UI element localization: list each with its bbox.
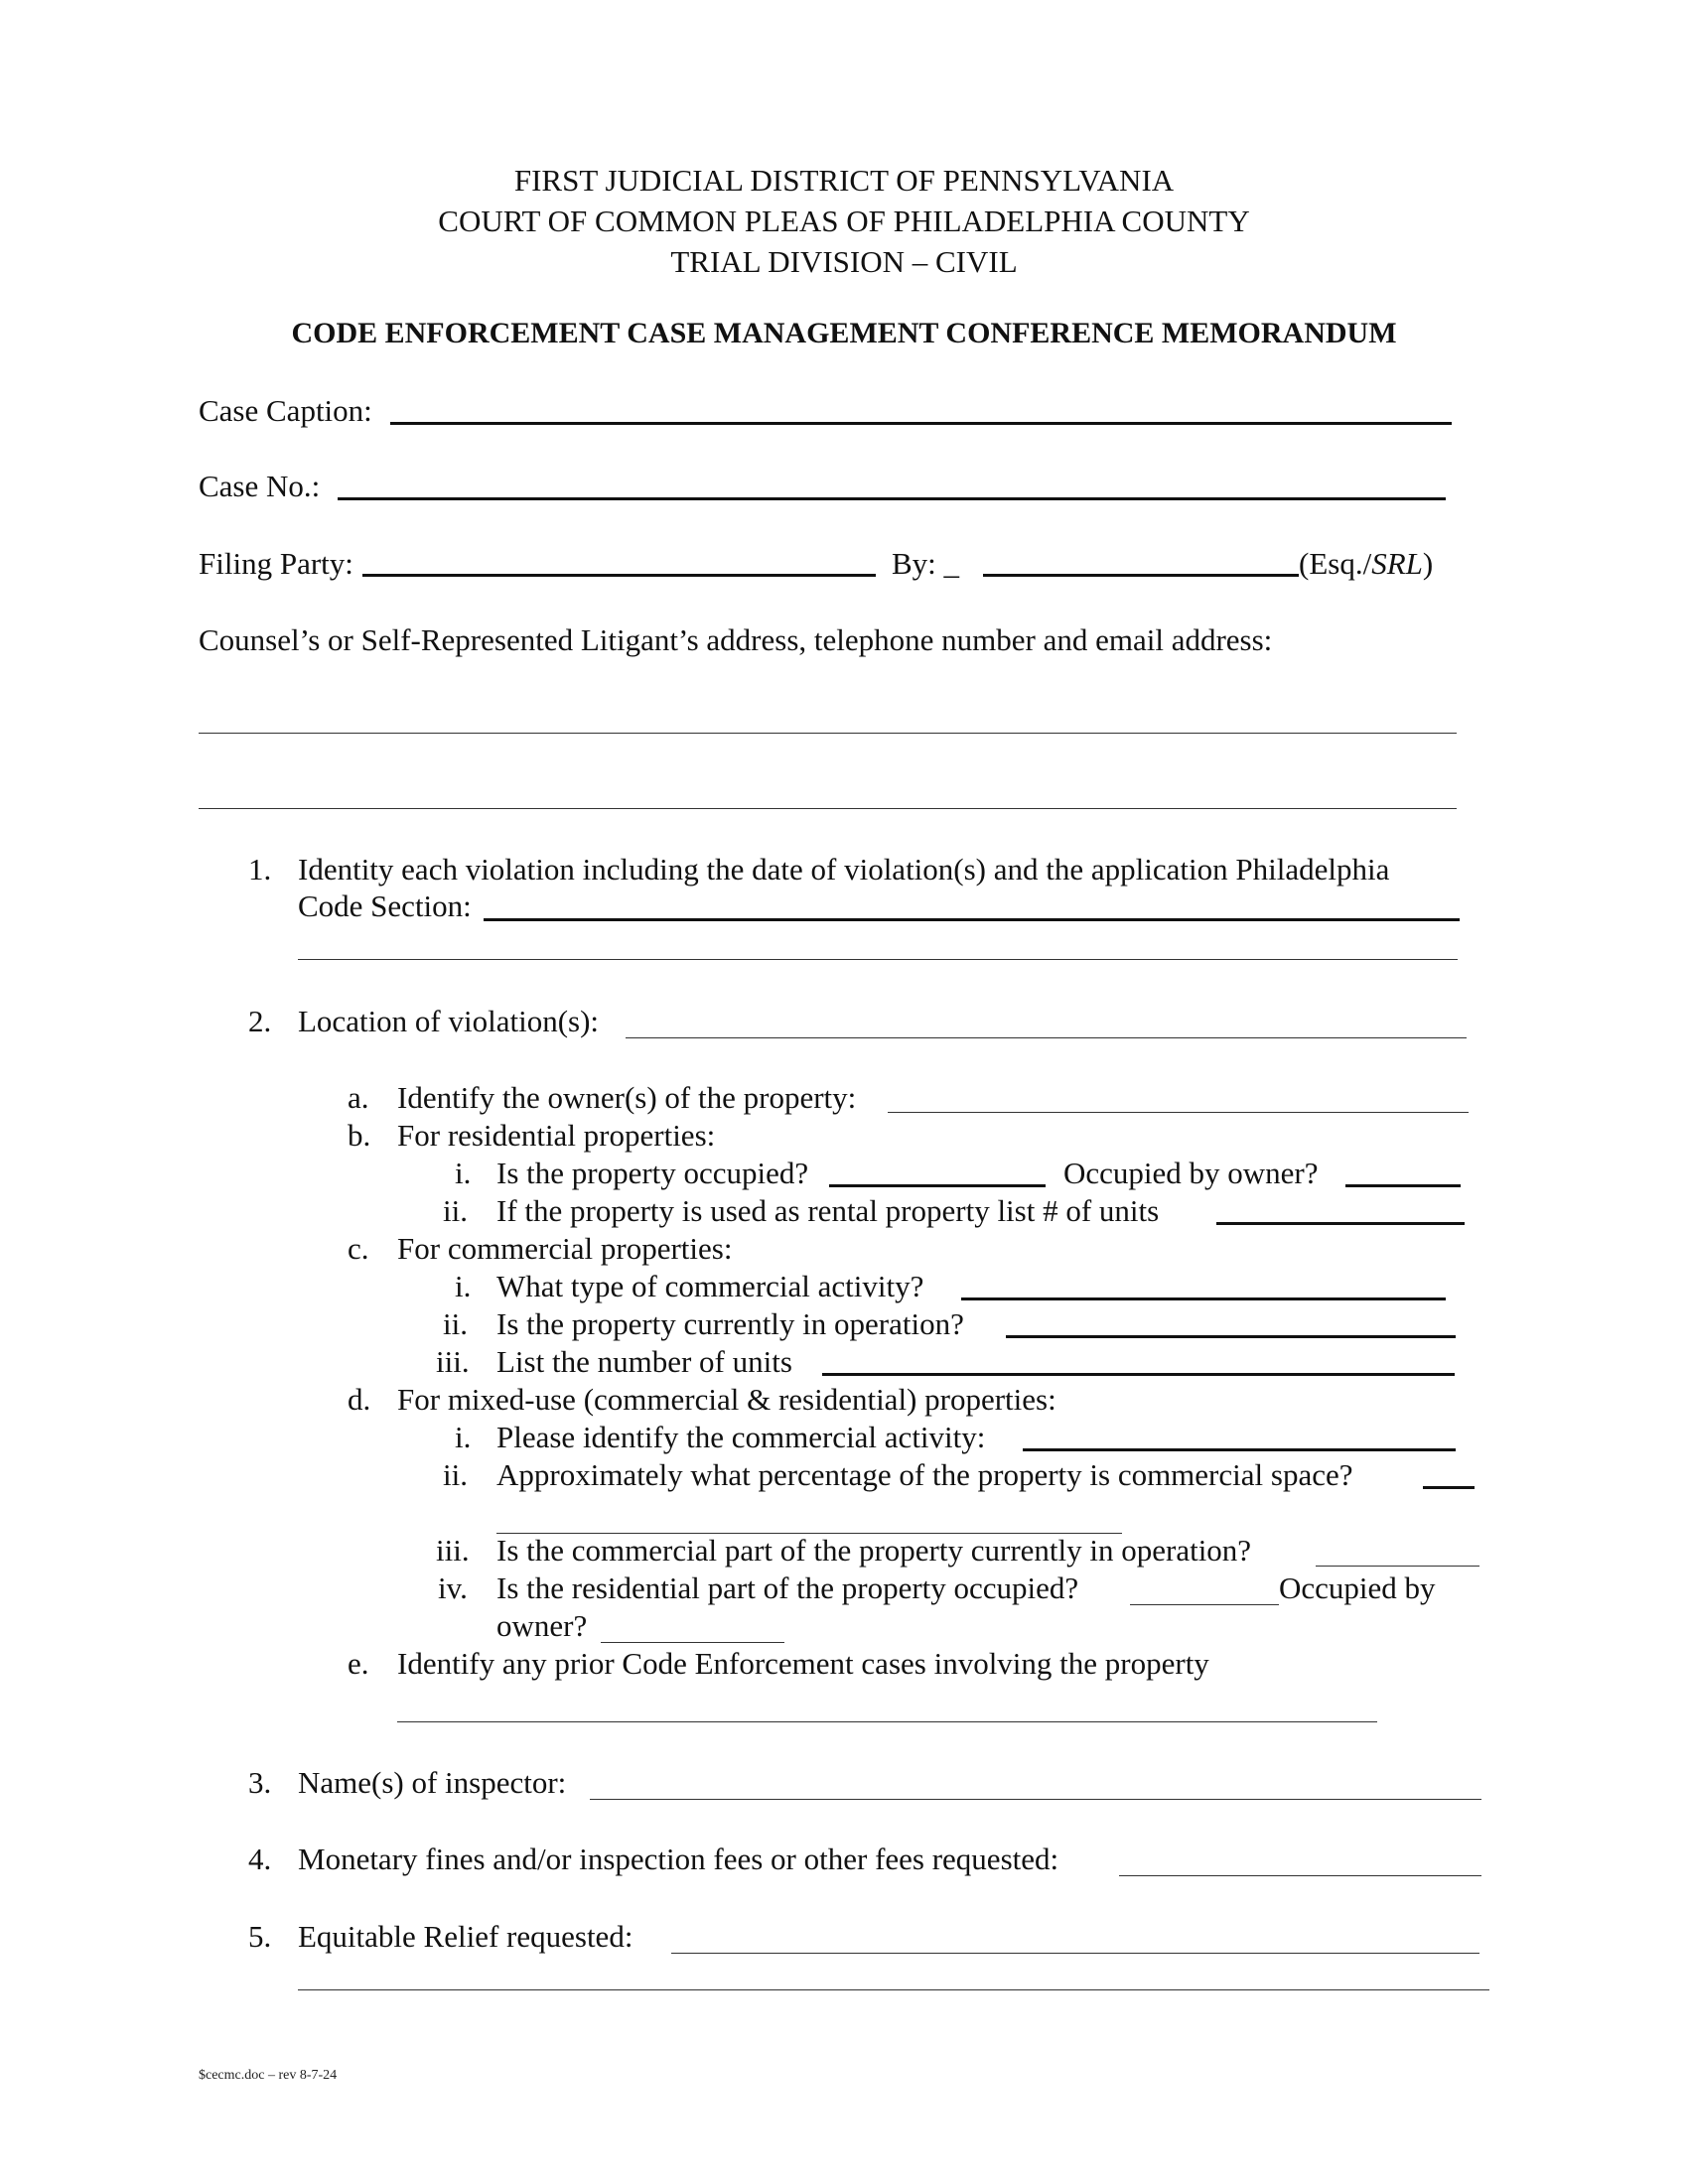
residential-occupied-label: Is the residential part of the property occupied? — [496, 1570, 1079, 1605]
property-occupied-label: Is the property occupied? — [496, 1156, 809, 1190]
item-2d-iv-numeral: iv. — [438, 1570, 468, 1605]
inspector-label: Name(s) of inspector: — [298, 1765, 567, 1800]
mixed-commercial-activity-field[interactable] — [1023, 1448, 1456, 1451]
case-caption-field[interactable] — [390, 422, 1452, 425]
commercial-percentage-label: Approximately what percentage of the property is commercial space? — [496, 1457, 1353, 1492]
residential-occupied-field[interactable] — [1130, 1604, 1279, 1605]
property-occupied-field[interactable] — [829, 1184, 1046, 1187]
prior-cases-label: Identify any prior Code Enforcement cases involving the property — [397, 1646, 1209, 1681]
mixed-use-label: For mixed-use (commercial & residential) properties: — [397, 1382, 1056, 1417]
item-2c-iii-numeral: iii. — [436, 1344, 470, 1379]
code-section-field[interactable] — [484, 918, 1460, 921]
counsel-address-label: Counsel’s or Self-Represented Litigant’s address, telephone number and email address: — [199, 622, 1273, 657]
mixed-commercial-activity-label: Please identify the commercial activity: — [496, 1420, 986, 1454]
rental-units-field[interactable] — [1216, 1222, 1465, 1225]
item-2c-i-numeral: i. — [455, 1269, 472, 1303]
form-title: CODE ENFORCEMENT CASE MANAGEMENT CONFERENCE MEMORANDUM — [291, 317, 1397, 349]
occupied-by-owner-mixed-field[interactable] — [601, 1642, 784, 1643]
item-1-number: 1. — [248, 852, 272, 887]
occupied-by-owner-field[interactable] — [1345, 1184, 1461, 1187]
mixed-in-operation-field[interactable] — [1316, 1566, 1479, 1567]
location-field[interactable] — [626, 1037, 1467, 1038]
monetary-fines-field[interactable] — [1119, 1875, 1481, 1876]
rental-units-label: If the property is used as rental property list # of units — [496, 1193, 1160, 1228]
item-4-number: 4. — [248, 1842, 272, 1876]
inspector-field[interactable] — [590, 1799, 1481, 1800]
court-district-heading: FIRST JUDICIAL DISTRICT OF PENNSYLVANIA — [513, 163, 1175, 198]
filing-party-label: Filing Party: — [199, 546, 353, 581]
residential-label: For residential properties: — [397, 1118, 716, 1153]
item-2e-letter: e. — [348, 1646, 369, 1681]
commercial-label: For commercial properties: — [397, 1231, 733, 1266]
in-operation-field[interactable] — [1006, 1335, 1456, 1338]
owner-label: owner? — [496, 1608, 588, 1643]
number-of-units-field[interactable] — [822, 1373, 1455, 1376]
by-field[interactable] — [983, 574, 1299, 577]
occupied-by-owner-label: Occupied by owner? — [1063, 1156, 1319, 1190]
item-1-code-section-label: Code Section: — [298, 888, 472, 923]
monetary-fines-label: Monetary fines and/or inspection fees or other fees requested: — [298, 1842, 1059, 1876]
by-label: By: _ — [892, 546, 960, 581]
item-2b-letter: b. — [348, 1118, 371, 1153]
commercial-activity-type-label: What type of commercial activity? — [496, 1269, 924, 1303]
prior-cases-field[interactable] — [397, 1721, 1377, 1722]
item-1-text: Identity each violation including the date of violation(s) and the application Philadelphia — [298, 852, 1390, 887]
owners-label: Identify the owner(s) of the property: — [397, 1080, 857, 1115]
in-operation-label: Is the property currently in operation? — [496, 1306, 964, 1341]
esq-srl-label: (Esq./SRL) — [1299, 546, 1434, 581]
owners-field[interactable] — [888, 1112, 1469, 1113]
commercial-activity-type-field[interactable] — [961, 1297, 1446, 1300]
item-2d-ii-numeral: ii. — [443, 1457, 468, 1492]
case-caption-label: Case Caption: — [199, 393, 372, 428]
item-2a-letter: a. — [348, 1080, 369, 1115]
item-2d-letter: d. — [348, 1382, 371, 1417]
equitable-relief-field[interactable] — [671, 1953, 1479, 1954]
item-2c-ii-numeral: ii. — [443, 1306, 468, 1341]
court-name-heading: COURT OF COMMON PLEAS OF PHILADELPHIA COUNTY — [438, 204, 1250, 238]
item-3-number: 3. — [248, 1765, 272, 1800]
item-5-number: 5. — [248, 1919, 272, 1954]
occupied-by-label: Occupied by — [1279, 1570, 1436, 1605]
item-2b-ii-numeral: ii. — [443, 1193, 468, 1228]
counsel-address-line-1[interactable] — [199, 733, 1457, 734]
number-of-units-label: List the number of units — [496, 1344, 792, 1379]
mixed-in-operation-label: Is the commercial part of the property currently in operation? — [496, 1533, 1252, 1568]
commercial-percentage-field[interactable] — [1423, 1486, 1475, 1489]
filing-party-field[interactable] — [362, 574, 876, 577]
division-heading: TRIAL DIVISION – CIVIL — [670, 244, 1018, 279]
item-2d-i-numeral: i. — [455, 1420, 472, 1454]
item-2-number: 2. — [248, 1004, 272, 1038]
item-2c-letter: c. — [348, 1231, 369, 1266]
case-no-label: Case No.: — [199, 469, 321, 503]
violation-extra-line[interactable] — [298, 959, 1458, 960]
counsel-address-line-2[interactable] — [199, 808, 1457, 809]
item-2b-i-numeral: i. — [455, 1156, 472, 1190]
case-no-field[interactable] — [338, 497, 1446, 500]
equitable-relief-extra-line[interactable] — [298, 1989, 1489, 1990]
location-label: Location of violation(s): — [298, 1004, 600, 1038]
document-revision-footer: $cecmc.doc – rev 8-7-24 — [199, 2068, 338, 2083]
equitable-relief-label: Equitable Relief requested: — [298, 1919, 633, 1954]
item-2d-iii-numeral: iii. — [436, 1533, 470, 1568]
